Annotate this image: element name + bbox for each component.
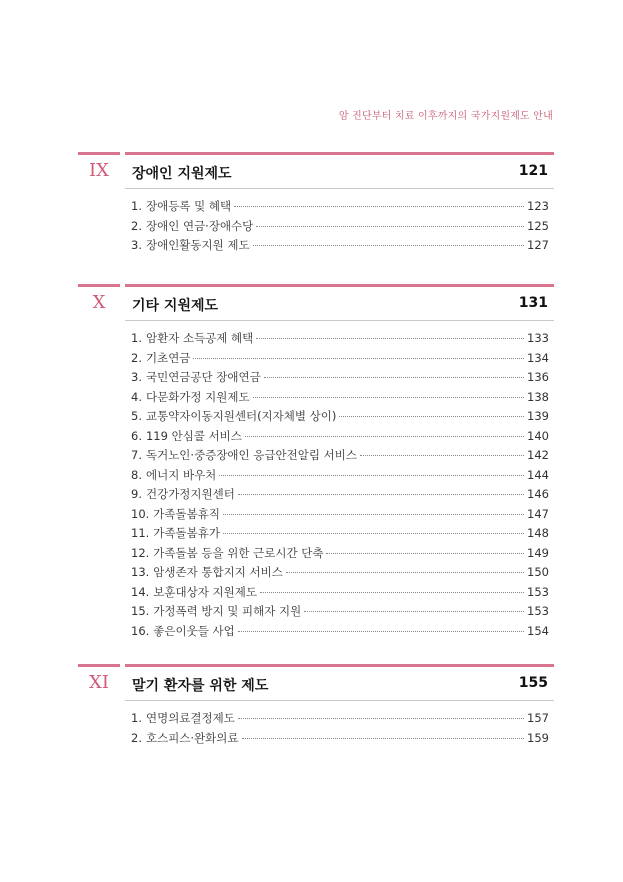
toc-item-label: 좋은이웃들 사업 xyxy=(153,623,235,638)
toc-item-label: 호스피스·완화의료 xyxy=(145,730,239,745)
toc-item[interactable] xyxy=(131,428,549,448)
section-numeral: IX xyxy=(89,160,109,181)
toc-item-number: 7. xyxy=(131,448,142,462)
dot-leader xyxy=(238,494,524,495)
section-title[interactable]: 기타 지원제도 xyxy=(132,298,219,314)
section-page-number[interactable]: 131 xyxy=(518,295,548,311)
dot-leader xyxy=(256,338,524,339)
toc-item-label: 에너지 바우처 xyxy=(145,467,217,482)
toc-item-label: 다문화가정 지원제도 xyxy=(145,389,250,404)
toc-item-number: 16. xyxy=(131,623,150,638)
section-bar-gap xyxy=(120,664,125,667)
toc-item-page: 150 xyxy=(527,565,549,579)
toc-item-number: 1. xyxy=(131,331,142,345)
dot-leader xyxy=(223,533,524,534)
dot-leader xyxy=(286,572,524,573)
toc-item[interactable] xyxy=(131,467,549,487)
toc-item-list xyxy=(131,710,549,749)
section-bar xyxy=(78,664,554,667)
toc-item-label: 장애인활동지원 제도 xyxy=(145,238,250,252)
toc-item-page: 154 xyxy=(527,623,549,638)
toc-item[interactable] xyxy=(131,623,549,643)
toc-item-number: 15. xyxy=(131,604,150,618)
toc-item-page: 144 xyxy=(527,467,549,482)
toc-item-page: 147 xyxy=(527,506,549,521)
toc-item[interactable] xyxy=(131,603,549,623)
toc-item[interactable] xyxy=(131,218,549,238)
toc-item-number: 2. xyxy=(131,730,142,745)
toc-item-page: 153 xyxy=(527,584,549,599)
toc-item[interactable] xyxy=(131,730,549,750)
toc-item-number: 9. xyxy=(131,487,142,501)
toc-item-number: 14. xyxy=(131,584,150,599)
toc-item-number: 2. xyxy=(131,350,142,365)
dot-leader xyxy=(264,377,524,378)
dot-leader xyxy=(253,245,524,246)
section-page-number[interactable]: 155 xyxy=(518,675,548,691)
section-page-number[interactable]: 121 xyxy=(518,163,548,179)
dot-leader xyxy=(238,718,524,719)
section-numeral: XI xyxy=(89,672,109,693)
toc-item-label: 가족돌봄휴직 xyxy=(153,506,220,521)
dot-leader xyxy=(242,738,525,739)
dot-leader xyxy=(193,358,524,359)
toc-item-number: 13. xyxy=(131,565,150,579)
section-underline xyxy=(125,188,554,189)
toc-item-page: 136 xyxy=(527,370,549,384)
toc-item-page: 125 xyxy=(527,218,549,233)
section-underline xyxy=(125,320,554,321)
toc-item-page: 139 xyxy=(527,409,549,423)
section-bar-gap xyxy=(120,152,125,155)
dot-leader xyxy=(360,455,524,456)
toc-item-page: 153 xyxy=(527,604,549,618)
dot-leader xyxy=(253,397,524,398)
toc-item-number: 4. xyxy=(131,389,142,404)
toc-item[interactable] xyxy=(131,350,549,370)
toc-item-list xyxy=(131,198,549,257)
toc-item-label: 보훈대상자 지원제도 xyxy=(153,584,257,599)
toc-item-label: 교통약자이동지원센터(지자체별 상이) xyxy=(145,409,337,423)
section-bar xyxy=(78,152,554,155)
running-header: 암 진단부터 치료 이후까지의 국가지원제도 안내 xyxy=(338,111,553,122)
toc-item-page: 134 xyxy=(527,350,549,365)
toc-item[interactable] xyxy=(131,564,549,584)
dot-leader xyxy=(245,436,524,437)
toc-item-label: 장애인 연금·장애수당 xyxy=(145,218,254,233)
toc-item[interactable] xyxy=(131,369,549,389)
toc-item-page: 127 xyxy=(527,238,549,252)
toc-item[interactable] xyxy=(131,545,549,565)
toc-item-number: 1. xyxy=(131,199,142,213)
toc-item[interactable] xyxy=(131,525,549,545)
section-bar-gap xyxy=(120,284,125,287)
section-bar xyxy=(78,284,554,287)
toc-item-page: 157 xyxy=(527,711,549,725)
toc-item-number: 1. xyxy=(131,711,142,725)
toc-item-page: 149 xyxy=(527,545,549,560)
section-title[interactable]: 말기 환자를 위한 제도 xyxy=(132,678,269,694)
toc-item-page: 123 xyxy=(527,199,549,213)
toc-item-number: 11. xyxy=(131,526,150,540)
section-title[interactable]: 장애인 지원제도 xyxy=(132,166,232,182)
toc-item[interactable] xyxy=(131,710,549,730)
toc-item[interactable] xyxy=(131,198,549,218)
toc-item-label: 기초연금 xyxy=(145,350,191,365)
dot-leader xyxy=(260,592,524,593)
dot-leader xyxy=(326,553,524,554)
dot-leader xyxy=(219,475,524,476)
toc-item-number: 3. xyxy=(131,238,142,252)
toc-item-page: 148 xyxy=(527,526,549,540)
toc-item-label: 가족돌봄휴가 xyxy=(153,526,220,540)
dot-leader xyxy=(256,226,524,227)
toc-item-label: 연명의료결정제도 xyxy=(145,711,235,725)
toc-item-number: 6. xyxy=(131,428,142,443)
toc-item-page: 142 xyxy=(527,448,549,462)
toc-item-page: 138 xyxy=(527,389,549,404)
toc-item-label: 가정폭력 방지 및 피해자 지원 xyxy=(153,604,302,618)
dot-leader xyxy=(234,206,524,207)
toc-item-page: 146 xyxy=(527,487,549,501)
toc-item-number: 5. xyxy=(131,409,142,423)
toc-item-page: 159 xyxy=(527,730,549,745)
dot-leader xyxy=(339,416,524,417)
toc-item-label: 국민연금공단 장애연금 xyxy=(145,370,261,384)
toc-item-number: 12. xyxy=(131,545,150,560)
toc-item[interactable] xyxy=(131,408,549,428)
toc-item-page: 140 xyxy=(527,428,549,443)
toc-item[interactable] xyxy=(131,486,549,506)
toc-item-page: 133 xyxy=(527,331,549,345)
toc-item-label: 암생존자 통합지지 서비스 xyxy=(153,565,283,579)
toc-item-label: 암환자 소득공제 혜택 xyxy=(145,331,254,345)
section-numeral: X xyxy=(92,292,106,313)
toc-item-label: 건강가정지원센터 xyxy=(145,487,235,501)
toc-item-number: 10. xyxy=(131,506,150,521)
toc-item-label: 독거노인·중증장애인 응급안전알림 서비스 xyxy=(145,448,357,462)
toc-item-number: 3. xyxy=(131,370,142,384)
toc-item[interactable] xyxy=(131,330,549,350)
dot-leader xyxy=(304,611,524,612)
section-underline xyxy=(125,700,554,701)
toc-item-number: 8. xyxy=(131,467,142,482)
toc-item[interactable] xyxy=(131,447,549,467)
toc-item[interactable] xyxy=(131,237,549,257)
toc-item-label: 가족돌봄 등을 위한 근로시간 단축 xyxy=(153,545,324,560)
toc-item[interactable] xyxy=(131,389,549,409)
toc-item[interactable] xyxy=(131,584,549,604)
toc-item-list xyxy=(131,330,549,642)
toc-item-label: 장애등록 및 혜택 xyxy=(145,199,232,213)
toc-item-number: 2. xyxy=(131,218,142,233)
toc-item-label: 119 안심콜 서비스 xyxy=(145,428,242,443)
dot-leader xyxy=(223,514,524,515)
dot-leader xyxy=(238,631,524,632)
toc-item[interactable] xyxy=(131,506,549,526)
